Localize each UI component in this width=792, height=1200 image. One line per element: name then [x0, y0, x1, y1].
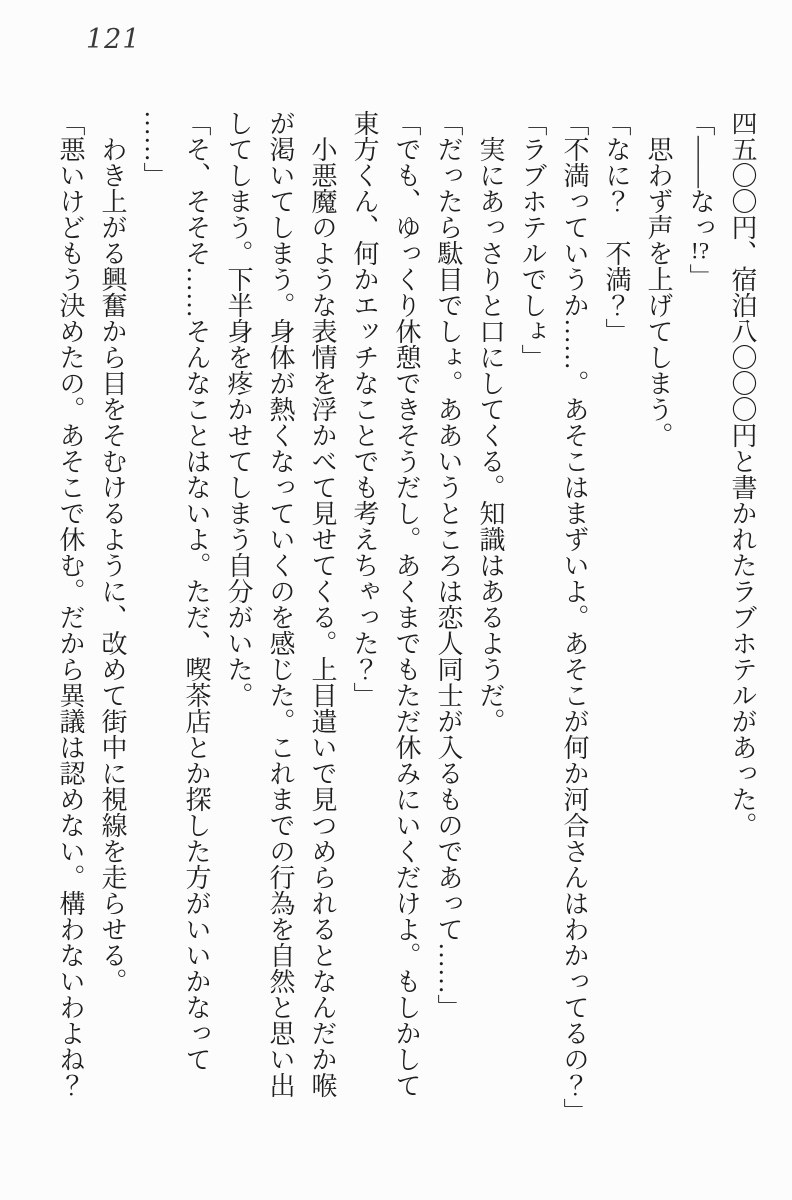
text-column: が渇いてしまう。身体が熱くなっていくのを感じた。これまでの行為を自然と思い出	[266, 110, 295, 1098]
text-column: 実にあっさりと口にしてくる。知識はあるようだ。	[476, 136, 505, 734]
text-column: 思わず声を上げてしまう。	[644, 136, 673, 448]
text-area	[49, 110, 763, 1124]
text-column: 「そ、そそそ……そんなことはないよ。ただ、喫茶店とか探した方がいいかなって	[182, 110, 211, 1072]
interrobang-glyph: !?	[690, 240, 710, 264]
text-column: 東方くん、何かエッチなことでも考えちゃった？」	[350, 110, 379, 708]
text-column: 「でも、ゆっくり休憩できそうだし。あくまでもただ休みにいくだけよ。もしかして	[392, 110, 421, 1098]
text-column: してしまう。下半身を疼かせてしまう自分がいた。	[224, 110, 253, 708]
page-number: 121	[86, 24, 141, 55]
text-column: 「不満っていうか……。あそこはまずいよ。あそこが何か河合さんはわかってるの？」	[560, 110, 589, 1124]
text-column: 「悪いけどもう決めたの。あそこで休む。だから異議は認めない。構わないわよね？	[56, 110, 85, 1098]
text-column: わき上がる興奮から目をそむけるように、改めて街中に視線を走らせる。	[98, 136, 127, 994]
text-column: 小悪魔のような表情を浮かべて見せてくる。上目遣いで見つめられるとなんだか喉	[308, 136, 337, 1098]
text-column: 四五〇〇円、宿泊八〇〇〇円と書かれたラブホテルがあった。	[728, 110, 757, 838]
text-column: 「ラブホテルでしょ」	[518, 110, 547, 370]
text-column: 「なに？ 不満？」	[602, 110, 631, 344]
text-column: 「——なっ!?」	[686, 110, 715, 290]
text-column: ……」	[140, 110, 169, 188]
text-column: 「だったら駄目でしょ。ああいうところは恋人同士が入るものであって……」	[434, 110, 463, 1020]
